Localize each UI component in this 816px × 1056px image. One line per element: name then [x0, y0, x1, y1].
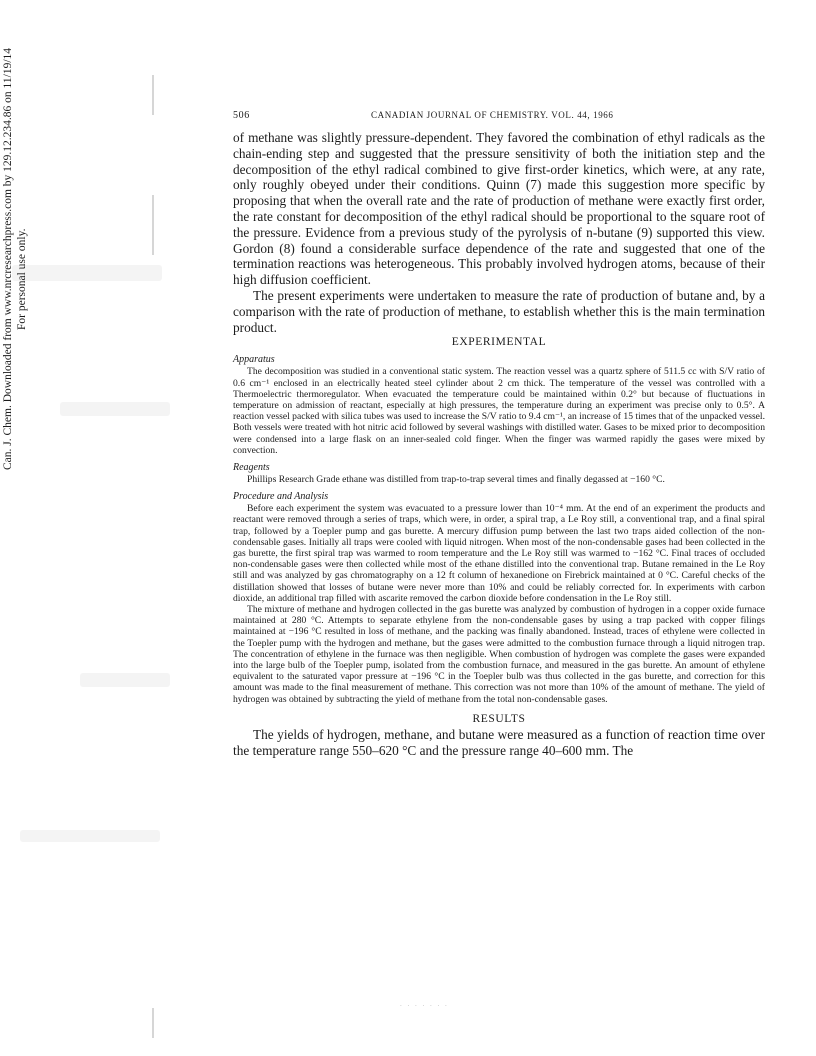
scan-margin-mark: [152, 75, 154, 115]
procedure-paragraph: The mixture of methane and hydrogen collected in the gas burette was analyzed by combustion of hydrogen in a copper oxide furnace maintained at 280 °C. Attempts to separate ethylene from the non-condensable gases by using a trap packed with copper filings maintained at −196 °C resulted in loss of methane, and the packing was finally abandoned. Instead, traces of ethylene were collected in the Toepler pump with the hydrogen and methane, but the gases were admitted to the combustion furnace through a liquid nitrogen trap. The concentration of ethylene in the furnace was then negligible. When combustion of hydrogen was complete the gases were expanded into the large bulb of the Toepler pump, isolated from the combustion furnace, and measured in the gas burette. An amount of ethylene equivalent to the saturated vapor pressure at −196 °C in the Toepler bulb was thus collected in the gas burette, and correction for this amount was made to the final measurement of methane. This correction was not more than 10% of the amount of methane. The yield of hydrogen was obtained by subtracting the yield of methane from the total non-condensable gases.: [233, 604, 765, 705]
scan-margin-mark: [152, 195, 154, 255]
section-heading-results: RESULTS: [472, 712, 526, 725]
apparatus-paragraph: The decomposition was studied in a conventional static system. The reaction vessel was a quartz sphere of 511.5 cc with S/V ratio of 0.6 cm⁻¹ enclosed in an electrically heated steel cylinder about 2 cm thick. The temperature of the vessel was controlled with a Thermoelectric thermoregulator. When evacuated the temperature could be maintained within 0.2° but because of fluctuations in temperature on admission of reactant, especially at high pressures, the temperature during an experiment was precise only to 0.5°. A reaction vessel packed with silica tubes was used to increase the S/V ratio to 9.4 cm⁻¹, an increase of 15 times that of the unpacked vessel. Both vessels were treated with hot nitric acid followed by several washings with distilled water. Gases to be mixed prior to decomposition were condensed into a large flask on an inner-sealed cold finger. When the finger was warmed rapidly the gases were mixed by convection.: [233, 366, 765, 456]
scan-smear: [20, 830, 160, 842]
personal-use-notice: For personal use only.: [16, 228, 28, 330]
journal-running-head: CANADIAN JOURNAL OF CHEMISTRY. VOL. 44, 1966: [371, 110, 614, 120]
main-column: [233, 130, 765, 758]
intro-paragraph: of methane was slightly pressure-dependent. They favored the combination of ethyl radicals as the chain-ending step and suggested that the pressure sensitivity of both the initiation step and the decomposition of the ethyl radical combined to give first-order kinetics, which were, at any rate, only roughly obeyed under their conditions. Quinn (7) made this suggestion more specific by proposing that when the overall rate and the rate of production of methane were exactly first order, the rate constant for decomposition of the ethyl radical should be proportional to the square root of the pressure. Evidence from a previous study of the pyrolysis of n-butane (9) supported this view. Gordon (8) found a considerable surface dependence of the rate and suggested that one of the termination reactions was heterogeneous. This probably involved hydrogen atoms, because of their high diffusion coefficient.: [233, 130, 765, 288]
intro-paragraph: The present experiments were undertaken to measure the rate of production of butane and, by a comparison with the rate of production of methane, to establish whether this is the main termination product.: [233, 287, 765, 335]
download-watermark: Can. J. Chem. Downloaded from www.nrcresearchpress.com by 129.12.234.86 on 11/19/14: [2, 47, 14, 470]
running-header: [233, 110, 765, 124]
scan-margin-mark: [152, 1008, 154, 1038]
section-heading-experimental: EXPERIMENTAL: [451, 336, 547, 349]
subheading-reagents: Reagents: [233, 461, 270, 473]
subheading-procedure: Procedure and Analysis: [233, 491, 329, 503]
procedure-paragraph: Before each experiment the system was evacuated to a pressure lower than 10⁻⁴ mm. At the end of an experiment the products and reactant were removed through a series of traps, which were, in order, a spiral trap, a Le Roy still, a conventional trap, and a final spiral trap, followed by a Toepler pump and gas burette. A mercury diffusion pump between the last two traps aided collection of the non-condensable gases. Initially all traps were cooled with liquid nitrogen. When most of the non-condensable gases had been collected in the gas burette, the first spiral trap was warmed to room temperature and the Le Roy still was warmed to −162 °C. Final traces of occluded non-condensable gases were then collected while most of the ethane distilled into the conventional trap. Butane remained in the Le Roy still and was analyzed by gas chromatography on a 12 ft column of hexanedione on Firebrick maintained at 0 °C. Careful checks of the distillation showed that losses of butane were never more than 10% and could be reliably corrected for. In experiments with carbon dioxide, an additional trap filled with ascarite removed the carbon dioxide before condensation in the Le Roy still.: [233, 503, 765, 604]
reagents-paragraph: Phillips Research Grade ethane was distilled from trap-to-trap several times and finally degassed at −160 °C.: [247, 473, 665, 485]
scan-footer-marks: . . . . . . .: [400, 1000, 449, 1008]
scan-smear: [60, 402, 170, 416]
page-number: 506: [233, 110, 250, 121]
scan-smear: [12, 265, 162, 281]
results-paragraph: The yields of hydrogen, methane, and butane were measured as a function of reaction time over the temperature range 550–620 °C and the pressure range 40–600 mm. The: [233, 726, 765, 758]
scan-smear: [80, 673, 170, 687]
subheading-apparatus: Apparatus: [233, 354, 275, 366]
